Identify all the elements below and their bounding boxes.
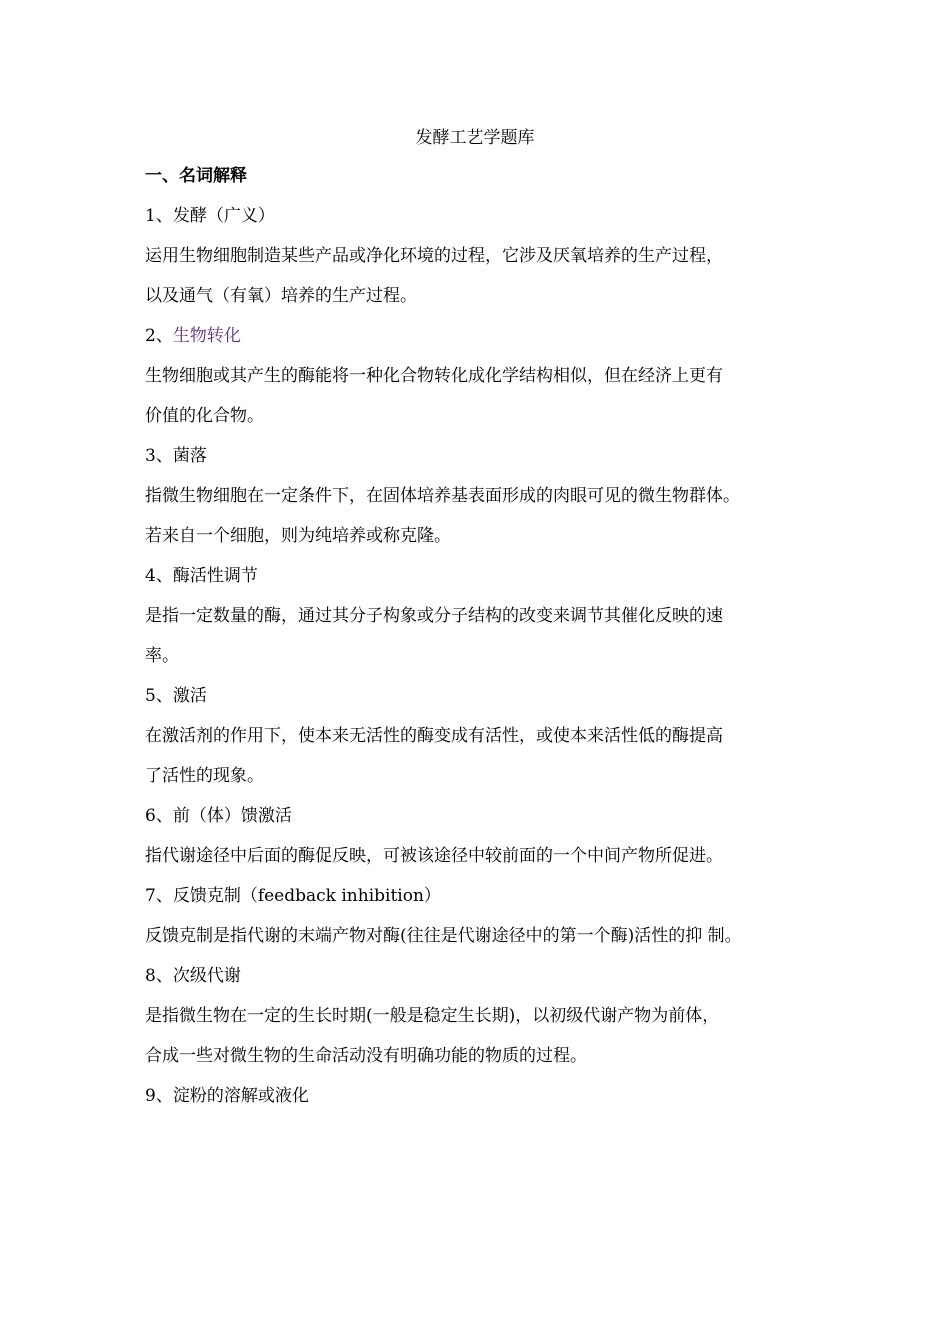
entry-term-line: [145, 436, 825, 476]
entry-term: 酶活性调节: [172, 566, 258, 586]
entry-term: 激活: [172, 686, 207, 706]
entry-number: 5、: [145, 686, 173, 706]
entry-number: 8、: [145, 966, 173, 986]
entry-term: 淀粉的溶解或液化: [172, 1086, 309, 1106]
entry-number: 3、: [145, 446, 173, 466]
entry-term: 次级代谢: [172, 966, 241, 986]
entry-number: 6、: [145, 806, 173, 826]
entry-definition-line: 指微生物细胞在一定条件下，在固体培养基表面形成的肉眼可见的微生物群体。: [145, 486, 740, 506]
entry-definition-line: 是指一定数量的酶，通过其分子构象或分子结构的改变来调节其催化反映的速: [145, 606, 723, 626]
entry-term: 前（体）馈激活: [172, 806, 292, 826]
entry-term-line: [145, 1076, 825, 1116]
entry-term-line: [145, 556, 825, 596]
entry-number: 4、: [145, 566, 173, 586]
entry-term: 生物转化: [172, 326, 241, 346]
entry-definition-line: 以及通气（有氧）培养的生产过程。: [145, 286, 417, 306]
entry-definition-line: 率。: [145, 646, 179, 666]
entry-definition-line: 是指微生物在一定的生长时期(一般是稳定生长期)，以初级代谢产物为前体，: [145, 1006, 720, 1026]
entry-definition-line: 生物细胞或其产生的酶能将一种化合物转化成化学结构相似，但在经济上更有: [145, 366, 723, 386]
document-content: [145, 120, 825, 1116]
entry-term-line: [145, 956, 825, 996]
entry-definition-line: 了活性的现象。: [145, 766, 264, 786]
entry-term: 菌落: [172, 446, 207, 466]
entry-term: 发酵（广义）: [172, 206, 275, 226]
document-title: 发酵工艺学题库: [415, 128, 535, 148]
entry-definition-line: 合成一些对微生物的生命活动没有明确功能的物质的过程。: [145, 1046, 587, 1066]
entry-definition-line: 指代谢途径中后面的酶促反映，可被该途径中较前面的一个中间产物所促进。: [145, 846, 723, 866]
entry-term: 反馈克制（feedback inhibition）: [172, 886, 441, 906]
entry-term-line: [145, 196, 825, 236]
entry-definition-line: 运用生物细胞制造某些产品或净化环境的过程，它涉及厌氧培养的生产过程，: [145, 246, 723, 266]
entry-term-line: [145, 676, 825, 716]
entry-number: 9、: [145, 1086, 173, 1106]
section-heading: 一、名词解释: [145, 166, 247, 186]
entry-number: 2、: [145, 326, 173, 346]
entry-term-line: [145, 876, 825, 916]
entry-number: 7、: [145, 886, 173, 906]
entry-term-line: [145, 316, 825, 356]
entry-term-line: [145, 796, 825, 836]
entry-definition-line: 在激活剂的作用下，使本来无活性的酶变成有活性，或使本来活性低的酶提高: [145, 726, 723, 746]
entry-definition-line: 若来自一个细胞，则为纯培养或称克隆。: [145, 526, 451, 546]
entry-definition-line: 价值的化合物。: [145, 406, 264, 426]
entry-definition-line: 反馈克制是指代谢的末端产物对酶(往往是代谢途径中的第一个酶)活性的抑 制。: [145, 926, 742, 946]
entry-number: 1、: [145, 206, 173, 226]
